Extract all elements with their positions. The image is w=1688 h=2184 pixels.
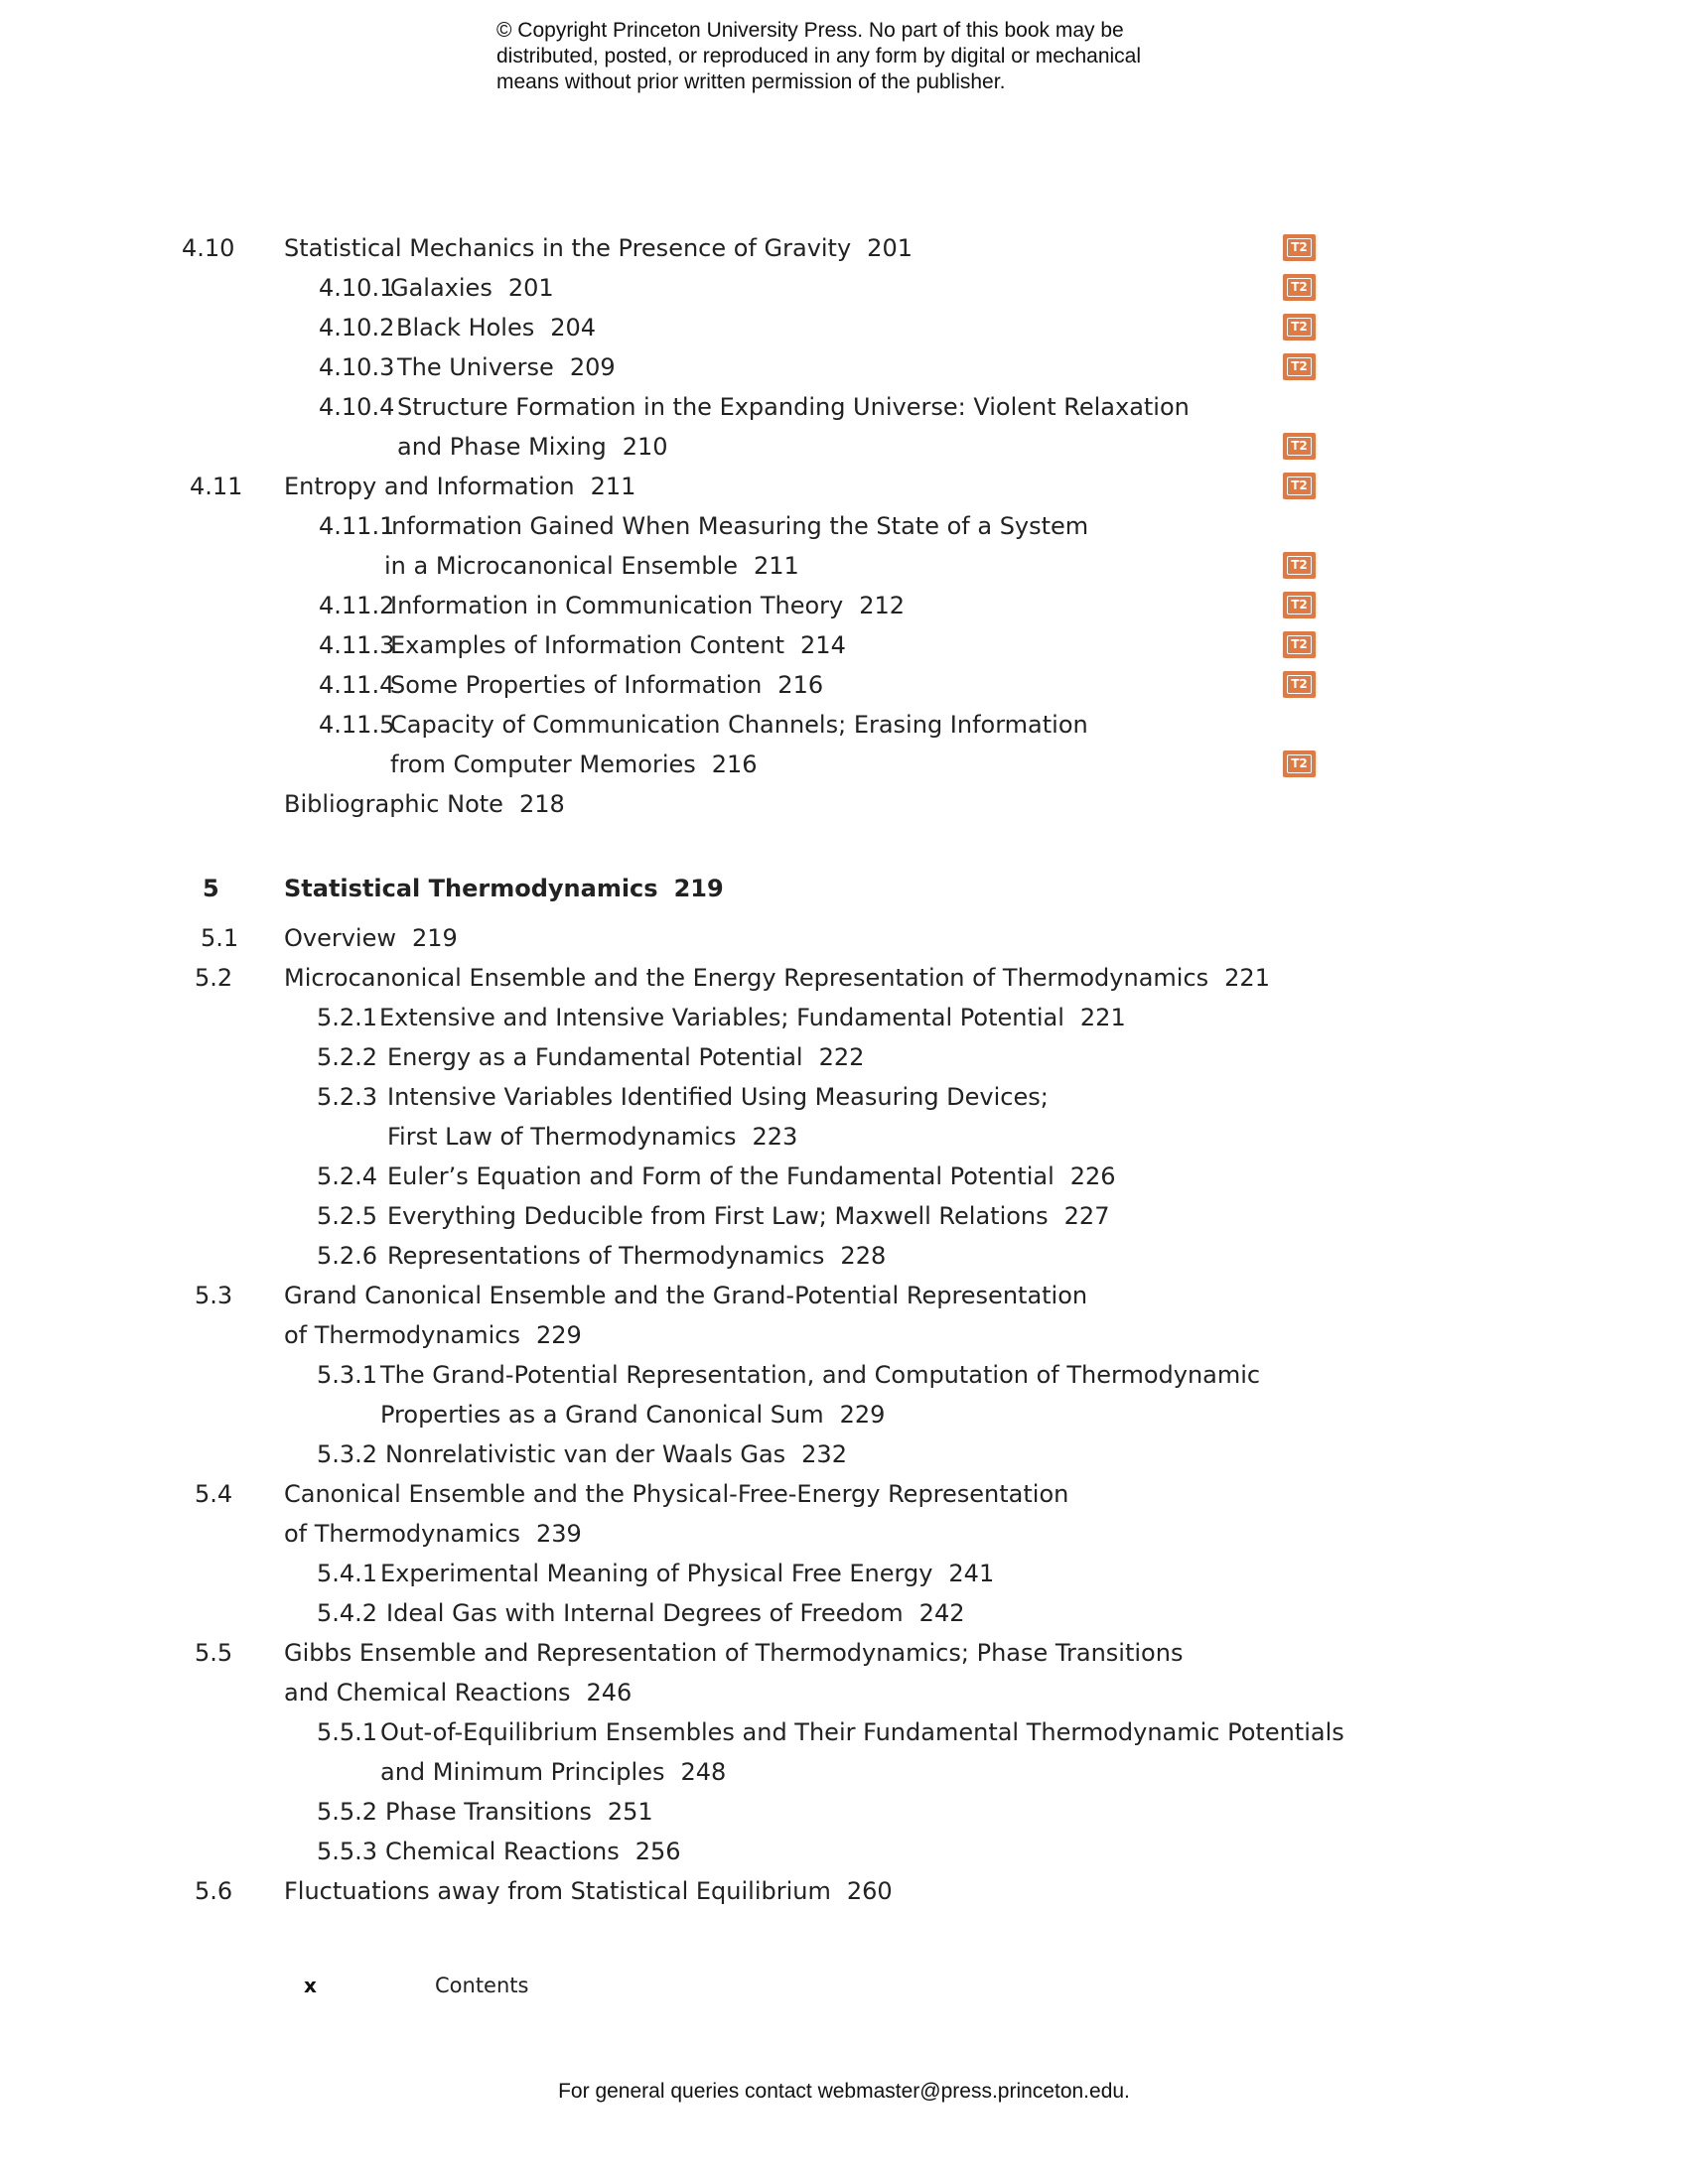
toc-entry-title: Nonrelativistic van der Waals Gas 232: [385, 1440, 847, 1468]
track-two-badge-icon: [1283, 631, 1316, 658]
track-two-badge-label: T2: [1287, 278, 1312, 297]
toc-entry-title: Representations of Thermodynamics 228: [387, 1242, 887, 1270]
toc-entry-page: 211: [754, 552, 799, 580]
toc-entry-number: 4.10.4: [319, 393, 395, 421]
toc-entry-page: 221: [1224, 964, 1270, 992]
toc-entry-title: and Minimum Principles 248: [380, 1758, 727, 1786]
toc-entry-title: First Law of Thermodynamics 223: [387, 1123, 798, 1151]
toc-entry-page: 239: [536, 1520, 582, 1548]
toc-entry-number: 4.11.5: [319, 711, 395, 739]
toc-entry-number: 4.10.2: [319, 314, 395, 341]
toc-entry-page: 256: [634, 1838, 681, 1865]
track-two-badge-label: T2: [1287, 437, 1312, 456]
toc-entry-number: 4.11.4: [319, 671, 395, 699]
toc-entry-title: from Computer Memories 216: [390, 751, 758, 778]
toc-entry-page: 210: [622, 433, 668, 461]
page-number: x: [304, 1974, 317, 1997]
track-two-badge-icon: [1283, 473, 1316, 499]
copyright-notice: [496, 18, 1251, 95]
track-two-badge-icon: [1283, 353, 1316, 380]
toc-entry-number: 4.10.1: [319, 274, 395, 302]
toc-entry-title: Chemical Reactions 256: [385, 1838, 681, 1865]
toc-entry-title: Overview 219: [284, 924, 458, 952]
track-two-badge-icon: [1283, 751, 1316, 777]
toc-entry-page: 241: [948, 1560, 995, 1587]
toc-entry-title: Galaxies 201: [390, 274, 554, 302]
track-two-badge-label: T2: [1287, 675, 1312, 694]
toc-entry-page: 218: [518, 790, 565, 818]
toc-entry-title: Microcanonical Ensemble and the Energy Representation of Thermodynamics 221: [284, 964, 1270, 992]
toc-entry-title: Ideal Gas with Internal Degrees of Freedom 242: [386, 1599, 965, 1627]
toc-entry-number: 5.6: [195, 1877, 233, 1905]
toc-entry-number: 5.2.4: [317, 1162, 378, 1190]
toc-entry-page: 232: [801, 1440, 847, 1468]
toc-entry-number: 5.5: [195, 1639, 233, 1667]
toc-entry-title: Information Gained When Measuring the State of a System: [384, 512, 1089, 540]
toc-entry-title: Bibliographic Note 218: [284, 790, 565, 818]
toc-entry-number: 5.3.2: [317, 1440, 378, 1468]
toc-entry-page: 211: [590, 473, 636, 500]
toc-entry-title: Examples of Information Content 214: [390, 631, 846, 659]
toc-entry-number: 4.11.3: [319, 631, 395, 659]
toc-entry-number: 5.3.1: [317, 1361, 378, 1389]
toc-entry-page: 223: [752, 1123, 798, 1151]
toc-entry-title: Extensive and Intensive Variables; Fundamental Potential 221: [379, 1004, 1126, 1031]
toc-entry-title: Canonical Ensemble and the Physical-Free-Energy Representation: [284, 1480, 1069, 1508]
toc-entry-title: Some Properties of Information 216: [390, 671, 824, 699]
toc-entry-title: Entropy and Information 211: [284, 473, 636, 500]
toc-entry-title: Black Holes 204: [396, 314, 597, 341]
toc-entry-page: 201: [867, 234, 913, 262]
toc-entry-number: 5.4: [195, 1480, 233, 1508]
toc-entry-title: Capacity of Communication Channels; Erasing Information: [390, 711, 1088, 739]
toc-entry-number: 5.5.3: [317, 1838, 378, 1865]
toc-entry-title: Gibbs Ensemble and Representation of Thermodynamics; Phase Transitions: [284, 1639, 1184, 1667]
toc-entry-number: 5: [203, 875, 219, 902]
toc-entry-title: Everything Deducible from First Law; Maxwell Relations 227: [387, 1202, 1110, 1230]
track-two-badge-label: T2: [1287, 754, 1312, 773]
toc-entry-page: 222: [818, 1043, 865, 1071]
track-two-badge-icon: [1283, 274, 1316, 301]
toc-entry-number: 5.2: [195, 964, 233, 992]
footer-contact: For general queries contact webmaster@press.princeton.edu.: [558, 2080, 1130, 2103]
toc-entry-number: 4.10: [182, 234, 235, 262]
toc-entry-title: in a Microcanonical Ensemble 211: [384, 552, 799, 580]
toc-entry-page: 248: [680, 1758, 727, 1786]
toc-entry-title: Statistical Mechanics in the Presence of Gravity 201: [284, 234, 913, 262]
toc-entry-number: 5.2.2: [317, 1043, 378, 1071]
toc-entry-number: 4.11: [190, 473, 243, 500]
toc-entry-title: and Phase Mixing 210: [397, 433, 668, 461]
toc-entry-page: 216: [777, 671, 824, 699]
toc-entry-title: Fluctuations away from Statistical Equilibrium 260: [284, 1877, 893, 1905]
toc-entry-page: 242: [918, 1599, 965, 1627]
toc-entry-number: 5.2.1: [317, 1004, 378, 1031]
toc-entry-number: 5.3: [195, 1282, 233, 1309]
track-two-badge-label: T2: [1287, 477, 1312, 495]
track-two-badge-label: T2: [1287, 318, 1312, 337]
toc-entry-page: 216: [711, 751, 758, 778]
track-two-badge-label: T2: [1287, 238, 1312, 257]
track-two-badge-label: T2: [1287, 556, 1312, 575]
toc-entry-page: 246: [586, 1679, 633, 1706]
toc-entry-title: Statistical Thermodynamics 219: [284, 875, 724, 902]
toc-entry-number: 5.4.1: [317, 1560, 378, 1587]
toc-entry-title: Out-of-Equilibrium Ensembles and Their Fundamental Thermodynamic Potentials: [380, 1718, 1344, 1746]
toc-entry-number: 5.2.5: [317, 1202, 378, 1230]
toc-entry-page: 212: [859, 592, 906, 619]
toc-entry-title: of Thermodynamics 229: [284, 1321, 582, 1349]
track-two-badge-label: T2: [1287, 357, 1312, 376]
toc-entry-page: 251: [607, 1798, 653, 1826]
toc-entry-page: 214: [800, 631, 846, 659]
toc-entry-number: 4.11.2: [319, 592, 395, 619]
toc-entry-number: 5.5.1: [317, 1718, 378, 1746]
toc-entry-number: 5.4.2: [317, 1599, 378, 1627]
toc-entry-number: 5.1: [201, 924, 239, 952]
toc-entry-page: 209: [569, 353, 616, 381]
toc-entry-number: 4.10.3: [319, 353, 395, 381]
toc-entry-title: The Grand-Potential Representation, and Computation of Thermodynamic: [380, 1361, 1261, 1389]
toc-entry-number: 4.11.1: [319, 512, 395, 540]
track-two-badge-icon: [1283, 433, 1316, 460]
toc-entry-number: 5.5.2: [317, 1798, 378, 1826]
toc-entry-number: 5.2.3: [317, 1083, 378, 1111]
track-two-badge-icon: [1283, 552, 1316, 579]
track-two-badge-icon: [1283, 314, 1316, 341]
toc-entry-title: Phase Transitions 251: [385, 1798, 653, 1826]
toc-entry-title: Experimental Meaning of Physical Free Energy 241: [380, 1560, 995, 1587]
copyright-line: © Copyright Princeton University Press. No part of this book may be: [496, 19, 1124, 42]
running-head: Contents: [435, 1974, 529, 1997]
toc-entry-page: 229: [536, 1321, 582, 1349]
toc-entry-title: Properties as a Grand Canonical Sum 229: [380, 1401, 886, 1429]
toc-entry-page: 228: [840, 1242, 887, 1270]
track-two-badge-label: T2: [1287, 635, 1312, 654]
track-two-badge-label: T2: [1287, 596, 1312, 614]
toc-entry-page: 219: [673, 875, 724, 902]
toc-entry-page: 260: [846, 1877, 893, 1905]
toc-entry-title: The Universe 209: [397, 353, 616, 381]
toc-entry-title: Grand Canonical Ensemble and the Grand-Potential Representation: [284, 1282, 1088, 1309]
toc-entry-title: Structure Formation in the Expanding Universe: Violent Relaxation: [397, 393, 1190, 421]
toc-entry-page: 221: [1079, 1004, 1126, 1031]
toc-entry-title: Information in Communication Theory 212: [390, 592, 906, 619]
toc-entry-page: 226: [1069, 1162, 1116, 1190]
toc-entry-number: 5.2.6: [317, 1242, 378, 1270]
toc-entry-page: 204: [550, 314, 597, 341]
toc-entry-page: 201: [507, 274, 554, 302]
toc-entry-title: Energy as a Fundamental Potential 222: [387, 1043, 865, 1071]
toc-entry-page: 227: [1063, 1202, 1110, 1230]
toc-entry-page: 229: [839, 1401, 886, 1429]
toc-entry-title: Intensive Variables Identified Using Measuring Devices;: [387, 1083, 1049, 1111]
toc-entry-title: Euler’s Equation and Form of the Fundamental Potential 226: [387, 1162, 1116, 1190]
track-two-badge-icon: [1283, 671, 1316, 698]
track-two-badge-icon: [1283, 592, 1316, 618]
copyright-line: means without prior written permission of the publisher.: [496, 70, 1006, 93]
toc-entry-title: and Chemical Reactions 246: [284, 1679, 633, 1706]
copyright-line: distributed, posted, or reproduced in any form by digital or mechanical: [496, 45, 1142, 68]
track-two-badge-icon: [1283, 234, 1316, 261]
toc-entry-title: of Thermodynamics 239: [284, 1520, 582, 1548]
toc-entry-page: 219: [412, 924, 458, 952]
